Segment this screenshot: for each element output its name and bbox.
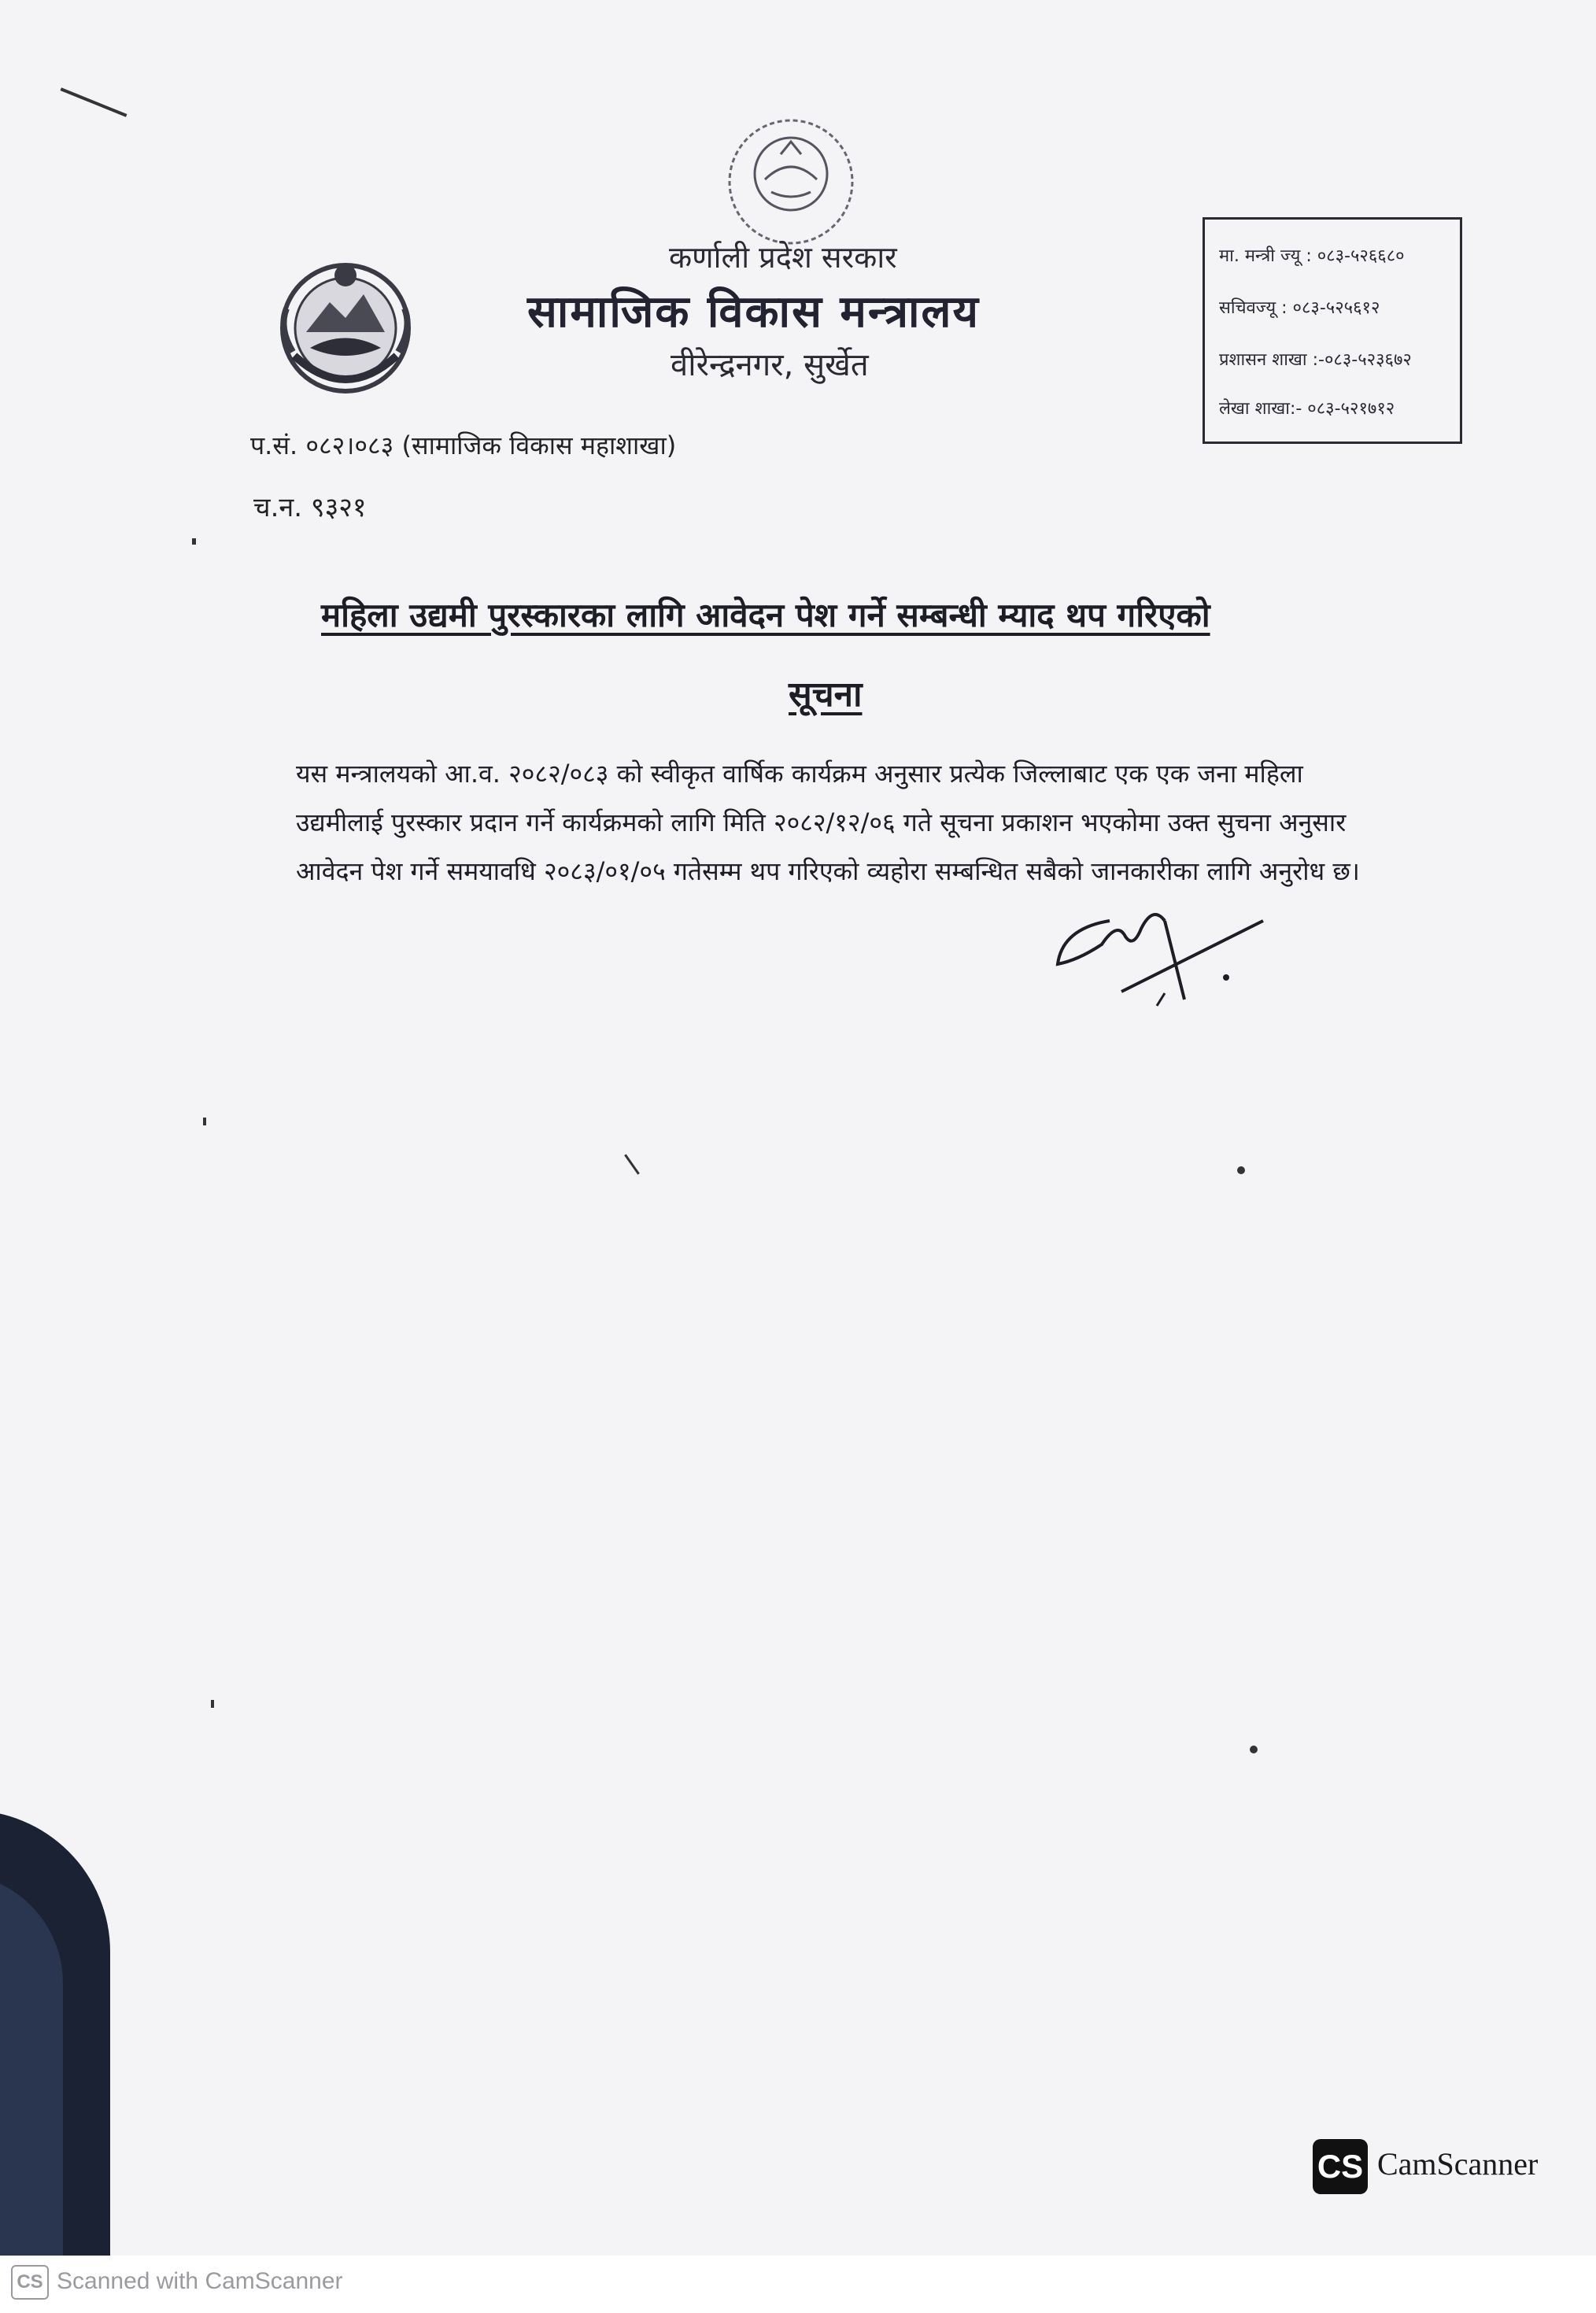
notice-body: यस मन्त्रालयको आ.व. २०८२/०८३ को स्वीकृत वार्षिक कार्यक्रम अनुसार प्रत्येक जिल्लाबाट एक एक जना महिला उद्यमीलाई पुरस्कार प्रदान गर्ने कार्यक्रमको लागि मिति २०८२/१२/०६ गते सूचना प्रकाशन भएकोमा उक्त सुचना अनुसार आवेदन पेश गर्ने समयावधि २०८३/०१/०५ गतेसम्म थप गरिएको व्यहोरा सम्बन्धित सबैको जानकारीका लागि अनुरोध छ। xyxy=(296,759,1360,886)
notice-title: महिला उद्यमी पुरस्कारका लागि आवेदन पेश गर्ने सम्बन्धी म्याद थप गरिएको xyxy=(321,596,1210,634)
stray-dot xyxy=(192,538,196,545)
stray-dot xyxy=(1250,1746,1258,1753)
provincial-seal-icon xyxy=(708,107,874,257)
scanner-footer-text: Scanned with CamScanner xyxy=(57,2268,343,2294)
stray-mark xyxy=(61,87,127,116)
government-name: कर्णाली प्रदेश सरकार xyxy=(669,240,897,275)
contact-line: मा. मन्त्री ज्यू : ०८३-५२६६८० xyxy=(1219,246,1405,266)
nepal-emblem-icon xyxy=(271,253,420,403)
notice-subject: सूचना xyxy=(789,674,863,715)
camscanner-brand: CamScanner xyxy=(1377,2146,1539,2182)
footer-cs-icon: CS xyxy=(11,2265,49,2300)
signature-mark xyxy=(1047,889,1275,1007)
stray-mark xyxy=(624,1154,640,1174)
stray-dot xyxy=(203,1118,206,1125)
contact-line: लेखा शाखा:- ०८३-५२१७१२ xyxy=(1219,399,1395,419)
stray-dot xyxy=(211,1700,214,1708)
contact-box xyxy=(1203,217,1462,444)
letter-reference-number: प.सं. ०८२।०८३ (सामाजिक विकास महाशाखा) xyxy=(250,430,677,460)
contact-line: प्रशासन शाखा :-०८३-५२३६७२ xyxy=(1219,350,1412,370)
dispatch-number: च.न. ९३२१ xyxy=(253,492,367,523)
scanner-edge-shadow xyxy=(0,1810,110,2298)
stray-dot xyxy=(1237,1166,1245,1174)
ministry-location: वीरेन्द्रनगर, सुर्खेत xyxy=(671,347,869,383)
ministry-name: सामाजिक विकास मन्त्रालय xyxy=(527,286,980,338)
camscanner-logo-icon: CS xyxy=(1313,2139,1368,2194)
contact-line: सचिवज्यू : ०८३-५२५६१२ xyxy=(1219,298,1380,318)
